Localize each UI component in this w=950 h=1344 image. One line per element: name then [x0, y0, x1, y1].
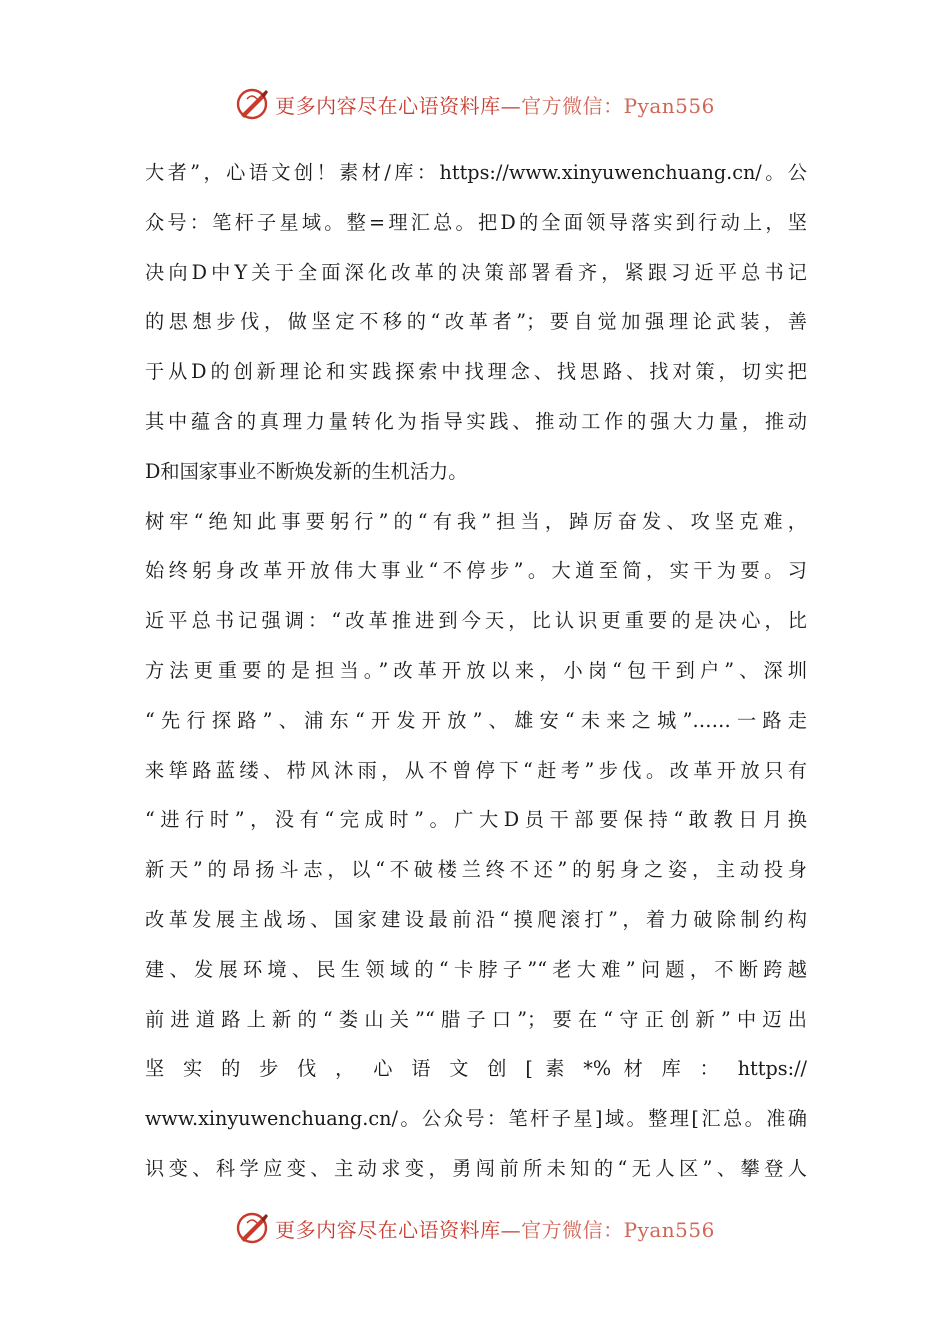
text-line: www.xinyuwenchuang.cn/。公众号：笔杆子星]域。整理[汇总。准确: [145, 1107, 807, 1131]
text-line: 新天”的昂扬斗志，以“不破楼兰终不还”的躬身之姿，主动投身: [145, 858, 807, 882]
text-line: 来筚路蓝缕、栉风沐雨，从不曾停下“赶考”步伐。改革开放只有: [145, 758, 807, 782]
text-line: D和国家事业不断焕发新的生机活力。: [145, 459, 468, 483]
text-line: 始终躬身改革开放伟大事业“不停步”。大道至简，实干为要。习: [145, 559, 807, 583]
watermark-dash: —: [500, 1217, 522, 1242]
text-line: 识变、科学应变、主动求变，勇闯前所未知的“无人区”、攀登人: [145, 1156, 807, 1180]
text-line: 的思想步伐，做坚定不移的“改革者”；要自觉加强理论武装，善: [145, 310, 807, 334]
pen-logo-icon: [235, 1211, 269, 1245]
watermark-tail: 官方微信：Pyan556: [521, 1217, 715, 1242]
text-line: 建、发展环境、民生领域的“卡脖子”“老大难”问题，不断跨越: [145, 957, 807, 981]
watermark-main: 更多内容尽在心语资料库: [275, 1217, 501, 1242]
text-line: 近平总书记强调：“改革推进到今天，比认识更重要的是决心，比: [145, 609, 807, 633]
text-line: 树牢“绝知此事要躬行”的“有我”担当，踔厉奋发、攻坚克难，: [145, 509, 807, 533]
document-body: [145, 148, 807, 1194]
watermark-group: [235, 1211, 715, 1245]
text-line: 方法更重要的是担当。”改革开放以来，小岗“包干到户”、深圳: [145, 658, 807, 682]
text-line: 决向D中Y关于全面深化改革的决策部署看齐，紧跟习近平总书记: [145, 260, 807, 284]
header-watermark: [0, 84, 950, 124]
pen-logo-icon: [235, 87, 269, 121]
text-line: “进行时”，没有“完成时”。广大D员干部要保持“敢教日月换: [145, 808, 807, 832]
watermark-group: [235, 87, 715, 121]
text-line: 坚 实 的 步 伐 ， 心 语 文 创 [ 素 *% 材 库 ： https://: [145, 1057, 807, 1081]
watermark-dash: —: [500, 93, 522, 118]
text-line: 于从D的创新理论和实践探索中找理念、找思路、找对策，切实把: [145, 360, 807, 384]
text-line: 其中蕴含的真理力量转化为指导实践、推动工作的强大力量，推动: [145, 409, 807, 433]
watermark-tail: 官方微信：Pyan556: [521, 93, 715, 118]
text-line: 大者”，心语文创！素材/库：https://www.xinyuwenchuang.cn/。公: [145, 161, 807, 184]
footer-watermark: [0, 1208, 950, 1248]
watermark-main: 更多内容尽在心语资料库: [275, 93, 501, 118]
text-line: 前进道路上新的“娄山关”“腊子口”；要在“守正创新”中迈出: [145, 1007, 807, 1031]
text-line: 改革发展主战场、国家建设最前沿“摸爬滚打”，着力破除制约构: [145, 907, 807, 931]
watermark-text: [275, 90, 715, 119]
text-line: “先行探路”、浦东“开发开放”、雄安“未来之城”……一路走: [145, 708, 807, 732]
text-line: 众号：笔杆子星域。整=理汇总。把D的全面领导落实到行动上，坚: [145, 210, 807, 234]
watermark-text: [275, 1214, 715, 1243]
